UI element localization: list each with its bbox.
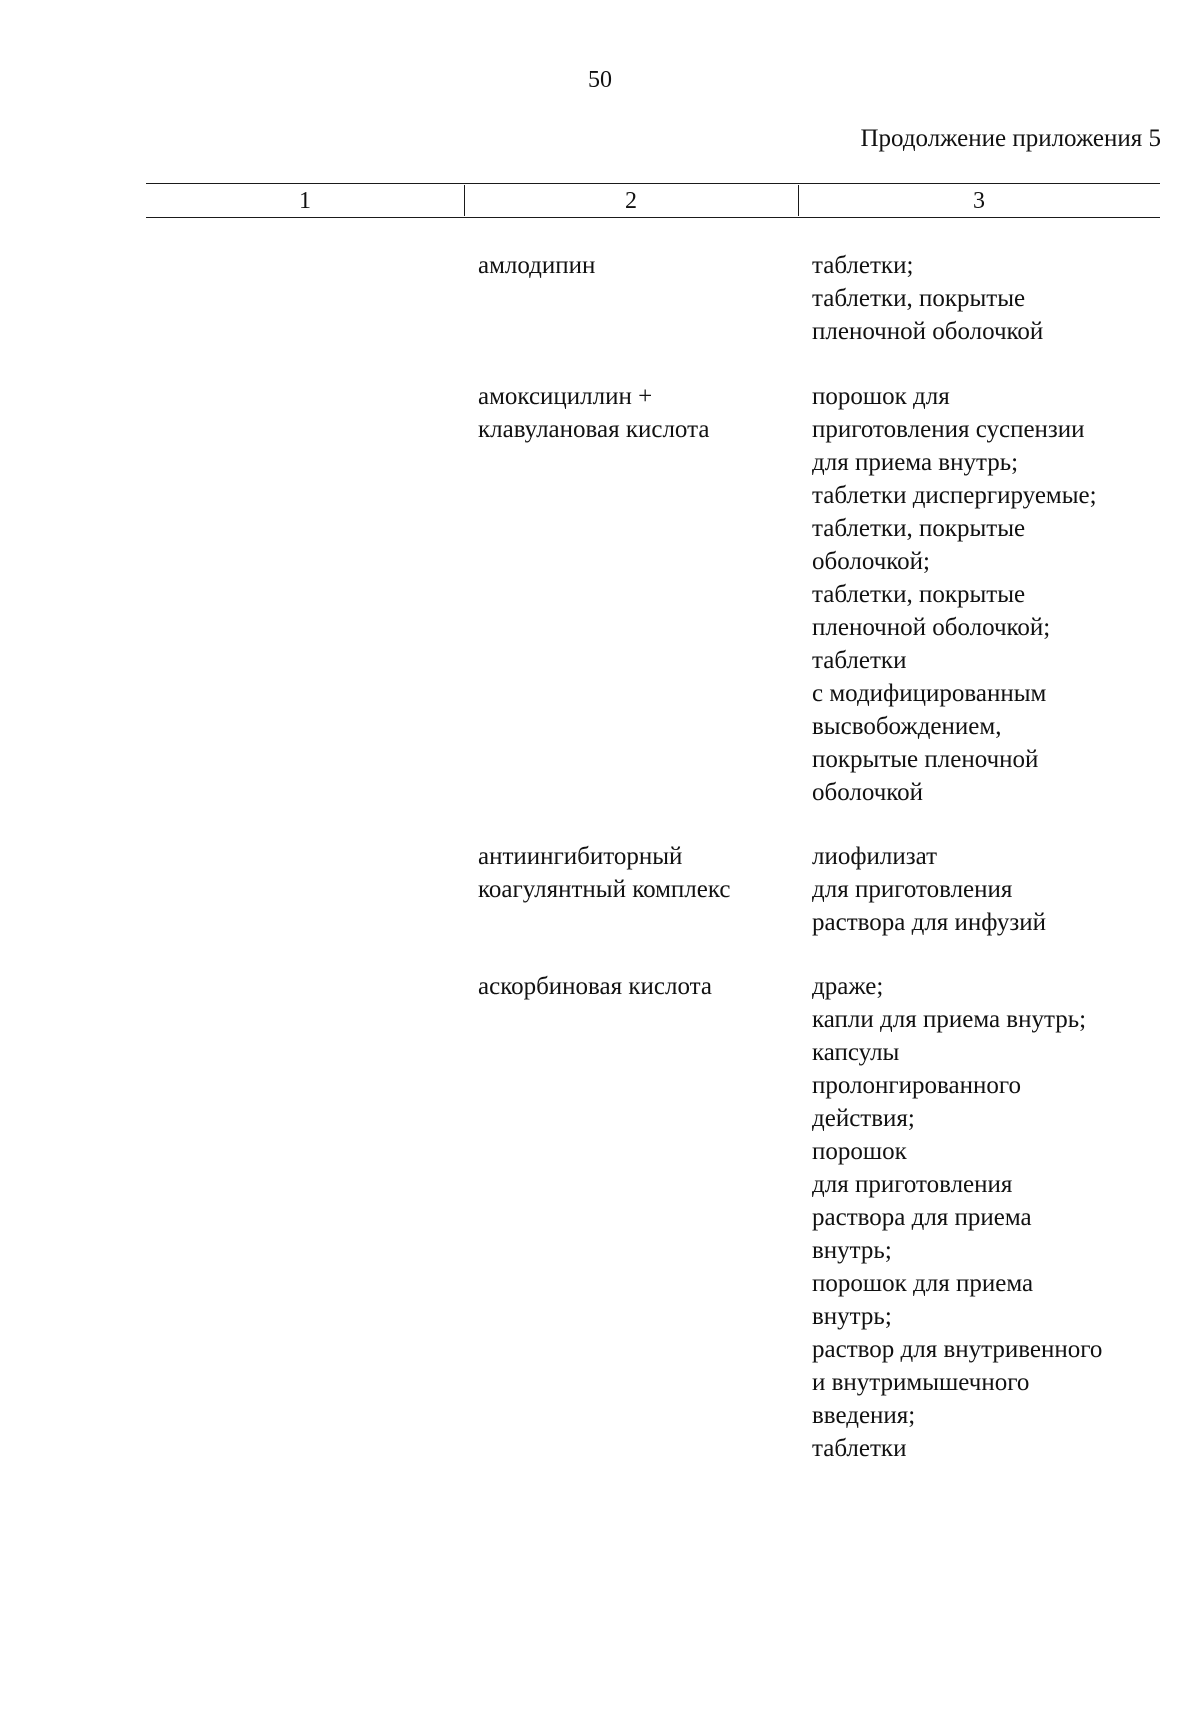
drug-name: амоксициллин + клавулановая кислота (478, 383, 710, 443)
continuation-heading: Продолжение приложения 5 (860, 125, 1161, 152)
page-number: 50 (588, 67, 612, 93)
column-number-1: 1 (299, 188, 311, 214)
dosage-forms: таблетки; таблетки, покрытые пленочной оболочкой (812, 252, 1044, 345)
drug-name: аскорбиновая кислота (478, 973, 712, 1000)
drug-name: антиингибиторный коагулянтный комплекс (478, 843, 731, 903)
dosage-forms: лиофилизат для приготовления раствора для инфузий (812, 843, 1047, 936)
drug-name: амлодипин (478, 252, 596, 279)
table-header-top-rule (146, 183, 1160, 184)
dosage-forms: драже; капли для приема внутрь; капсулы пролонгированного действия; порошок для приготовления раствора для приема внутрь; порошок для приема внутрь; раствор для внутривенного и внутримышечного введения; таблетки (812, 973, 1103, 1462)
column-number-2: 2 (625, 188, 637, 214)
dosage-forms: порошок для приготовления суспензии для приема внутрь; таблетки диспергируемые; таблетки, покрытые оболочкой; таблетки, покрытые пленочной оболочкой; таблетки с модифицированным высвобождением, покрытые пленочной оболочкой (812, 383, 1097, 806)
table-header-bottom-rule (146, 217, 1160, 218)
column-number-3: 3 (973, 188, 985, 214)
